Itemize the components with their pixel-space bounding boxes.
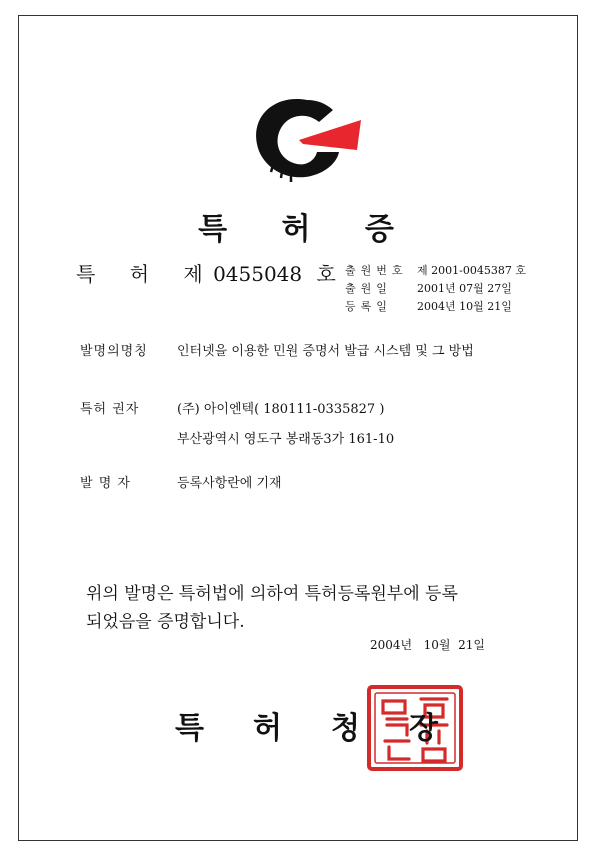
patent-number-label-1: 특 [76, 262, 96, 286]
patent-number-label-2: 허 [129, 262, 150, 286]
registration-date-label: 등록일 [345, 300, 392, 313]
inventor-label: 발 명 자 [80, 476, 131, 491]
inventor-value: 등록사항란에 기재 [177, 476, 282, 491]
application-number-value: 제 2001-0045387 호 [417, 264, 526, 277]
office-char-1: 특 [175, 711, 204, 746]
office-char-3: 청 [331, 711, 360, 746]
patent-number-label-3: 제 [183, 262, 203, 286]
patent-number [76, 258, 336, 287]
issue-date: 2004년 10월 21일 [370, 638, 485, 652]
patentee-label: 특허 권자 [80, 402, 140, 417]
application-info [345, 262, 526, 316]
government-emblem-icon [245, 88, 365, 188]
registration-date-row [345, 298, 526, 316]
invention-title: 인터넷을 이용한 민원 증명서 발급 시스템 및 그 방법 [177, 344, 474, 359]
application-date-row [345, 280, 526, 298]
certification-line-2: 되었음을 증명합니다. [86, 612, 245, 632]
application-date-label: 출원일 [345, 282, 392, 295]
invention-title-label: 발명의명칭 [80, 344, 148, 359]
certification-text [86, 580, 546, 636]
patentee-address: 부산광역시 영도구 봉래동3가 161-10 [177, 432, 395, 447]
office-char-2: 허 [253, 711, 282, 746]
document-title: 특 허 증 [198, 212, 416, 247]
patent-number-suffix: 호 [316, 262, 336, 286]
patentee-name: (주) 아이엔텍( 180111-0335827 ) [177, 402, 385, 417]
registration-date-value: 2004년 10월 21일 [417, 300, 512, 313]
patent-number-value: 0455048 [213, 262, 303, 286]
certification-line-1: 위의 발명은 특허법에 의하여 특허등록원부에 등록 [86, 584, 458, 604]
application-date-value: 2001년 07월 27일 [417, 282, 512, 295]
office-char-4: 장 [409, 711, 438, 746]
application-number-label: 출원번호 [345, 264, 408, 277]
application-number-row [345, 262, 526, 280]
